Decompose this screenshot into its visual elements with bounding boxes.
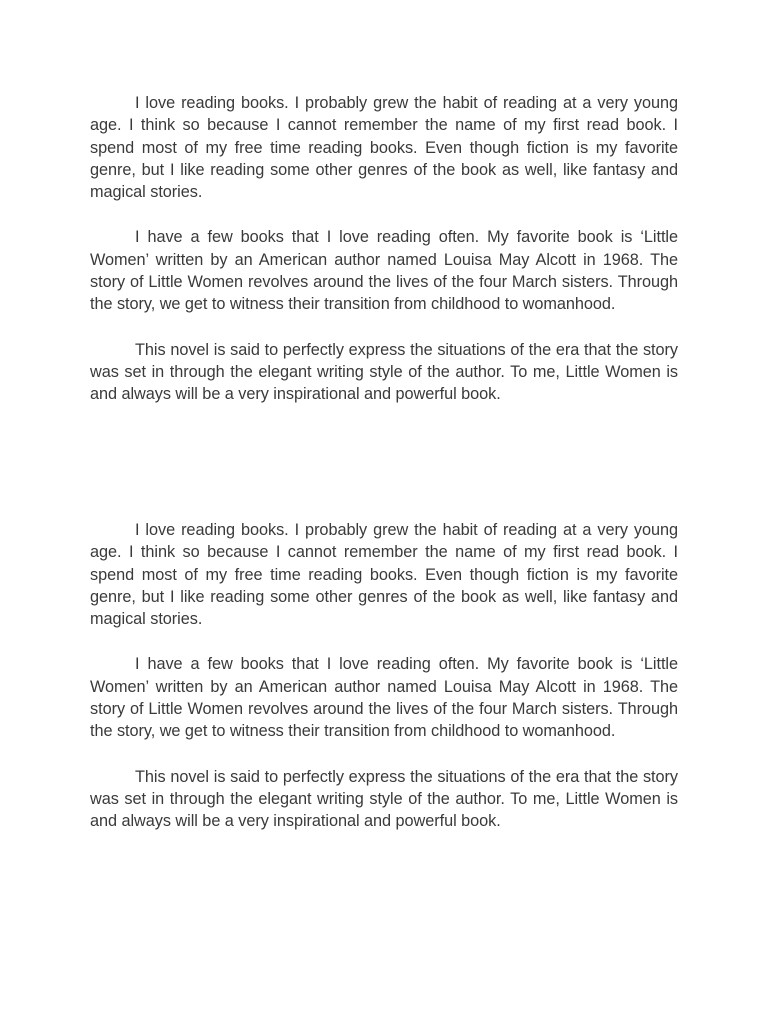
text-block-first (90, 92, 678, 429)
paragraph-reading-habit: I love reading books. I probably grew the habit of reading at a very young age. I think so because I cannot remember the name of my first read book. I spend most of my free time reading books. Even though fiction is my favorite genre, but I like reading some other genres of the book as well, like fantasy and magical stories. (90, 521, 678, 629)
paragraph-favorite-book: I have a few books that I love reading often. My favorite book is ‘Little Women’ written by an American author named Louisa May Alcott in 1968. The story of Little Women revolves around the lives of the four March sisters. Through the story, we get to witness their transition from childhood to womanhood. (90, 655, 678, 741)
paragraph-reading-habit: I love reading books. I probably grew the habit of reading at a very young age. I think so because I cannot remember the name of my first read book. I spend most of my free time reading books. Even though fiction is my favorite genre, but I like reading some other genres of the book as well, like fantasy and magical stories. (90, 94, 678, 202)
text-block-second (90, 519, 678, 856)
paragraph-favorite-book: I have a few books that I love reading often. My favorite book is ‘Little Women’ written by an American author named Louisa May Alcott in 1968. The story of Little Women revolves around the lives of the four March sisters. Through the story, we get to witness their transition from childhood to womanhood. (90, 228, 678, 314)
paragraph-novel-style: This novel is said to perfectly express the situations of the era that the story was set in through the elegant writing style of the author. To me, Little Women is and always will be a very inspirational and powerful book. (90, 340, 678, 404)
paragraph-novel-style: This novel is said to perfectly express the situations of the era that the story was set in through the elegant writing style of the author. To me, Little Women is and always will be a very inspirational and powerful book. (90, 767, 678, 831)
